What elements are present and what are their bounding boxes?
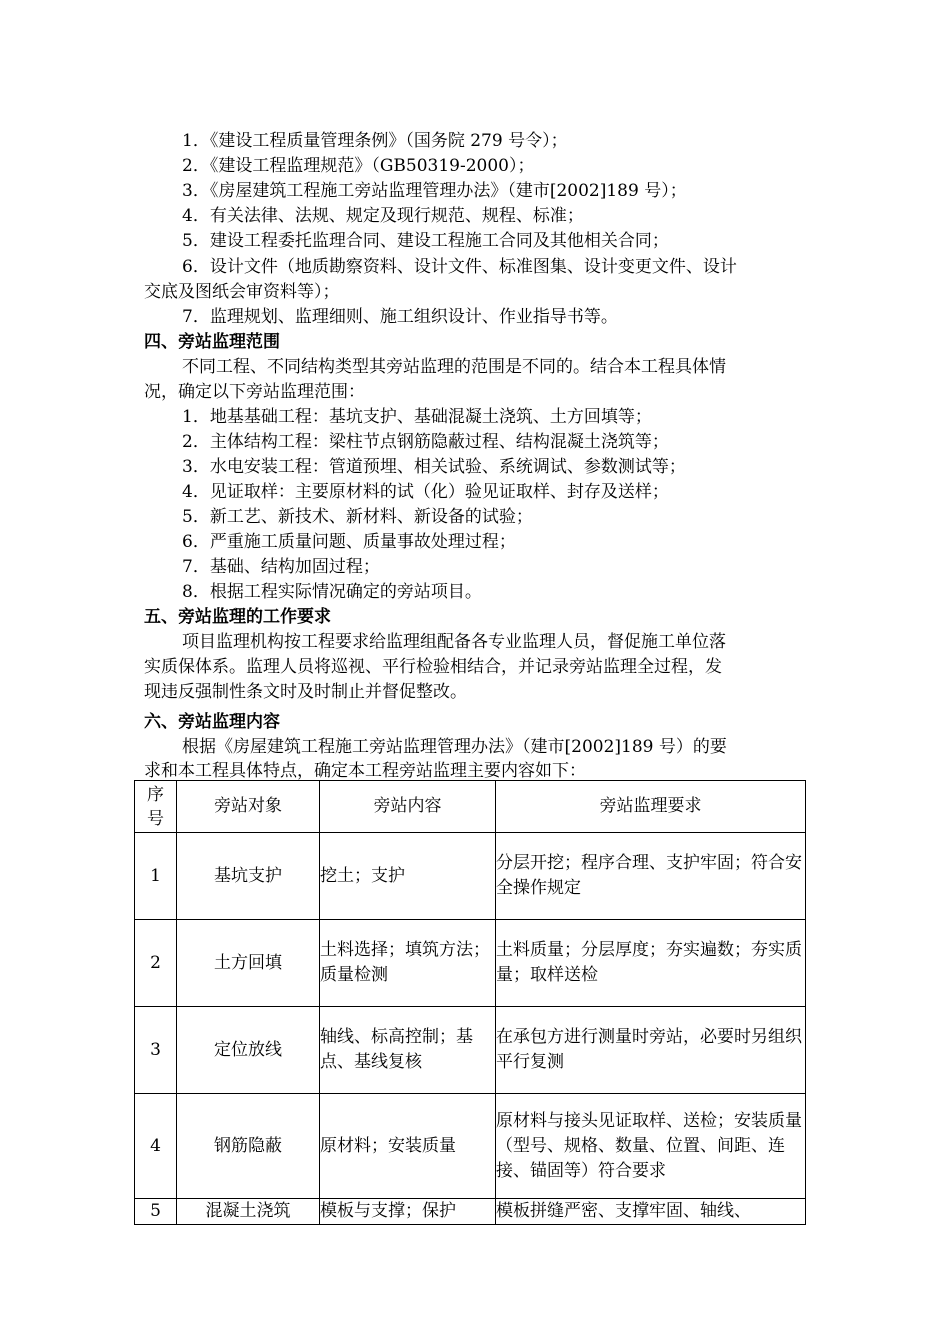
section4-item-2: 2．主体结构工程：梁柱节点钢筋隐蔽过程、结构混凝土浇筑等； bbox=[182, 432, 669, 452]
table-row bbox=[135, 1007, 806, 1094]
table-row bbox=[135, 1199, 806, 1225]
basis-item-7: 7．监理规划、监理细则、施工组织设计、作业指导书等。 bbox=[182, 307, 618, 327]
row-content: 土料选择；填筑方法；质量检测 bbox=[320, 920, 496, 1007]
row-content: 挖土；支护 bbox=[320, 833, 496, 920]
section4-item-4: 4．见证取样：主要原材料的试（化）验见证取样、封存及送样； bbox=[182, 482, 669, 502]
row-object: 混凝土浇筑 bbox=[177, 1199, 320, 1225]
section4-item-8: 8．根据工程实际情况确定的旁站项目。 bbox=[182, 582, 482, 602]
row-object: 基坑支护 bbox=[177, 833, 320, 920]
row-requirement: 土料质量；分层厚度；夯实遍数；夯实质量；取样送检 bbox=[496, 920, 806, 1007]
section4-item-3: 3．水电安装工程：管道预埋、相关试验、系统调试、参数测试等； bbox=[182, 457, 686, 477]
table-header-row bbox=[135, 781, 806, 833]
section4-intro-1: 不同工程、不同结构类型其旁站监理的范围是不同的。结合本工程具体情 bbox=[182, 357, 726, 377]
row-content: 模板与支撑；保护 bbox=[320, 1199, 496, 1225]
section5-body-3: 现违反强制性条文时及时制止并督促整改。 bbox=[144, 682, 467, 702]
section5-heading: 五、旁站监理的工作要求 bbox=[144, 607, 331, 627]
basis-item-6-cont: 交底及图纸会审资料等）； bbox=[144, 282, 340, 302]
section4-item-7: 7．基础、结构加固过程； bbox=[182, 557, 380, 577]
section5-body-1: 项目监理机构按工程要求给监理组配备各专业监理人员，督促施工单位落 bbox=[182, 632, 726, 652]
section5-body-2: 实质保体系。监理人员将巡视、平行检验相结合，并记录旁站监理全过程，发 bbox=[144, 657, 722, 677]
row-requirement: 分层开挖；程序合理、支护牢固；符合安全操作规定 bbox=[496, 833, 806, 920]
header-object: 旁站对象 bbox=[177, 781, 320, 833]
section4-item-5: 5．新工艺、新技术、新材料、新设备的试验； bbox=[182, 507, 533, 527]
row-content: 轴线、标高控制；基点、基线复核 bbox=[320, 1007, 496, 1094]
row-no: 1 bbox=[135, 833, 177, 920]
basis-item-5: 5．建设工程委托监理合同、建设工程施工合同及其他相关合同； bbox=[182, 231, 669, 251]
section4-item-6: 6．严重施工质量问题、质量事故处理过程； bbox=[182, 532, 516, 552]
row-requirement: 在承包方进行测量时旁站，必要时另组织平行复测 bbox=[496, 1007, 806, 1094]
section6-intro-1: 根据《房屋建筑工程施工旁站监理管理办法》（建市[2002]189 号）的要 bbox=[182, 737, 727, 757]
section4-intro-2: 况，确定以下旁站监理范围： bbox=[144, 382, 365, 402]
basis-item-2: 2．《建设工程监理规范》（GB50319-2000）； bbox=[182, 156, 535, 176]
section6-heading: 六、旁站监理内容 bbox=[144, 712, 280, 732]
row-object: 钢筋隐蔽 bbox=[177, 1094, 320, 1199]
header-no: 序号 bbox=[135, 781, 177, 833]
section4-heading: 四、旁站监理范围 bbox=[144, 332, 280, 352]
basis-item-6: 6．设计文件（地质勘察资料、设计文件、标准图集、设计变更文件、设计 bbox=[182, 257, 737, 277]
row-content: 原材料；安装质量 bbox=[320, 1094, 496, 1199]
basis-item-1: 1．《建设工程质量管理条例》（国务院 279 号令）； bbox=[182, 131, 568, 151]
header-requirement: 旁站监理要求 bbox=[496, 781, 806, 833]
supervision-table bbox=[134, 780, 806, 1225]
row-no: 4 bbox=[135, 1094, 177, 1199]
section6-intro-2: 求和本工程具体特点，确定本工程旁站监理主要内容如下： bbox=[144, 761, 586, 781]
row-object: 定位放线 bbox=[177, 1007, 320, 1094]
row-object: 土方回填 bbox=[177, 920, 320, 1007]
basis-item-3: 3．《房屋建筑工程施工旁站监理管理办法》（建市[2002]189 号）； bbox=[182, 181, 687, 201]
section4-item-1: 1．地基基础工程：基坑支护、基础混凝土浇筑、土方回填等； bbox=[182, 407, 652, 427]
row-requirement: 模板拼缝严密、支撑牢固、轴线、 bbox=[496, 1199, 806, 1225]
header-content: 旁站内容 bbox=[320, 781, 496, 833]
row-no: 5 bbox=[135, 1199, 177, 1225]
table-row bbox=[135, 1094, 806, 1199]
table-row bbox=[135, 920, 806, 1007]
row-requirement: 原材料与接头见证取样、送检；安装质量（型号、规格、数量、位置、间距、连接、锚固等）符合要求 bbox=[496, 1094, 806, 1199]
basis-item-4: 4．有关法律、法规、规定及现行规范、规程、标准； bbox=[182, 206, 584, 226]
row-no: 2 bbox=[135, 920, 177, 1007]
row-no: 3 bbox=[135, 1007, 177, 1094]
table-row bbox=[135, 833, 806, 920]
